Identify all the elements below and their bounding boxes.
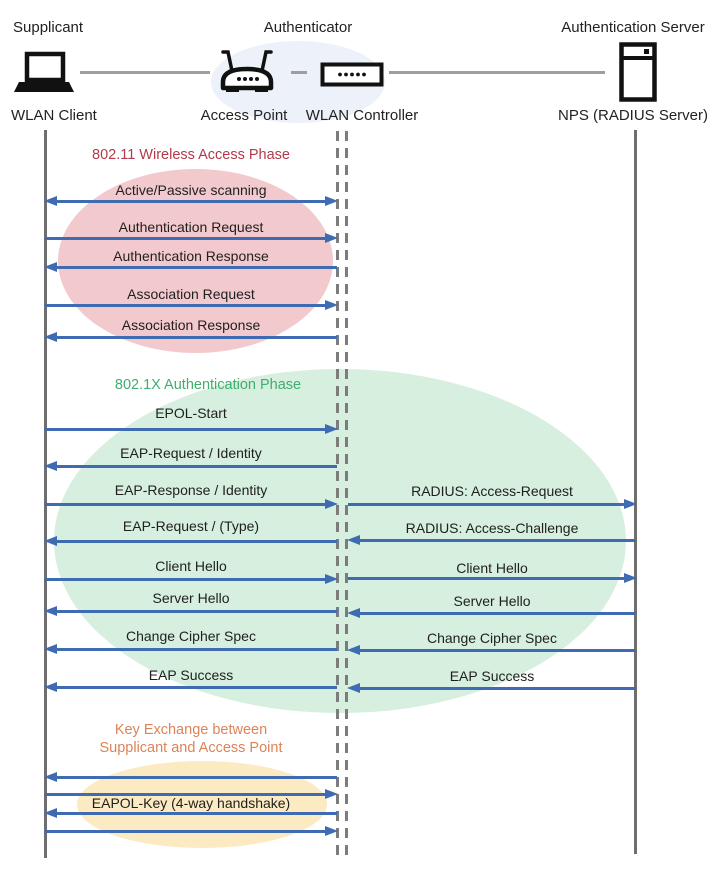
phase2-title: 802.1X Authentication Phase: [114, 377, 302, 393]
arrowhead-right-icon: [325, 300, 338, 310]
message-label: Client Hello: [155, 558, 227, 574]
message-arrow-shaft: [56, 465, 337, 468]
message-label: Association Request: [127, 286, 255, 302]
arrowhead-left-icon: [44, 644, 57, 654]
message-label: Active/Passive scanning: [115, 182, 267, 198]
message-label: Association Response: [121, 317, 261, 333]
arrowhead-left-icon: [44, 196, 57, 206]
message-arrow-shaft: [45, 578, 326, 581]
message-label: Authentication Request: [118, 219, 264, 235]
message-label: Server Hello: [453, 593, 531, 609]
message-arrow-shaft: [56, 540, 337, 543]
message-arrow-shaft: [56, 200, 326, 203]
message-label: EAP Success: [449, 668, 535, 684]
arrowhead-left-icon: [44, 332, 57, 342]
arrowhead-left-icon: [44, 262, 57, 272]
message-arrow-shaft: [359, 612, 636, 615]
message-arrow-shaft: [348, 503, 625, 506]
message-arrow-shaft: [359, 687, 636, 690]
node-access-point: Access Point: [200, 107, 288, 124]
arrowhead-left-icon: [44, 536, 57, 546]
message-arrow-shaft: [45, 304, 326, 307]
message-label: EAP Success: [148, 667, 234, 683]
message-label: EAP-Request / Identity: [120, 445, 262, 461]
message-label: Change Cipher Spec: [427, 630, 557, 646]
arrowhead-left-icon: [347, 608, 360, 618]
arrowhead-left-icon: [44, 461, 57, 471]
phase1-title: 802.11 Wireless Access Phase: [92, 147, 290, 163]
message-label: EAP-Request / (Type): [122, 518, 260, 534]
node-nps-radius-server: NPS (RADIUS Server): [557, 107, 709, 124]
message-label: Authentication Response: [113, 248, 269, 264]
message-arrow-shaft: [359, 539, 636, 542]
message-arrow-shaft: [56, 610, 337, 613]
message-arrow-shaft: [348, 577, 625, 580]
message-label: Client Hello: [456, 560, 528, 576]
message-arrow-shaft: [45, 237, 326, 240]
message-arrow-shaft: [56, 266, 337, 269]
arrowhead-right-icon: [325, 424, 338, 434]
message-label: EAPOL-Key (4-way handshake): [91, 795, 291, 811]
arrowhead-left-icon: [347, 683, 360, 693]
arrowhead-left-icon: [44, 772, 57, 782]
arrowhead-right-icon: [325, 826, 338, 836]
arrowhead-left-icon: [347, 535, 360, 545]
arrowhead-right-icon: [325, 233, 338, 243]
message-arrow-shaft: [56, 336, 337, 339]
message-label: Change Cipher Spec: [126, 628, 256, 644]
message-arrow-shaft: [56, 648, 337, 651]
arrowhead-right-icon: [325, 196, 338, 206]
message-label: RADIUS: Access-Challenge: [405, 520, 579, 536]
role-authentication-server: Authentication Server: [561, 19, 705, 36]
node-wlan-controller: WLAN Controller: [305, 107, 419, 124]
node-wlan-client: WLAN Client: [11, 107, 97, 124]
message-arrow-shaft: [359, 649, 636, 652]
message-label: RADIUS: Access-Request: [411, 483, 573, 499]
role-supplicant: Supplicant: [13, 19, 84, 36]
arrowhead-left-icon: [44, 606, 57, 616]
arrowhead-right-icon: [624, 573, 637, 583]
phase3-title-line1: Key Exchange between: [114, 722, 268, 738]
role-authenticator: Authenticator: [263, 19, 353, 36]
arrowhead-right-icon: [624, 499, 637, 509]
arrowhead-right-icon: [325, 574, 338, 584]
arrowhead-left-icon: [347, 645, 360, 655]
arrowhead-right-icon: [325, 499, 338, 509]
message-label: Server Hello: [152, 590, 230, 606]
message-label: EPOL-Start: [155, 405, 227, 421]
arrowhead-left-icon: [44, 682, 57, 692]
arrowhead-left-icon: [44, 808, 57, 818]
message-arrow-shaft: [45, 830, 326, 833]
message-arrow-shaft: [45, 503, 326, 506]
message-arrow-shaft: [45, 428, 326, 431]
phase3-title-line2: Supplicant and Access Point: [99, 740, 283, 756]
message-arrow-shaft: [56, 812, 337, 815]
message-arrow-shaft: [56, 776, 337, 779]
message-arrow-shaft: [56, 686, 337, 689]
message-label: EAP-Response / Identity: [114, 482, 268, 498]
